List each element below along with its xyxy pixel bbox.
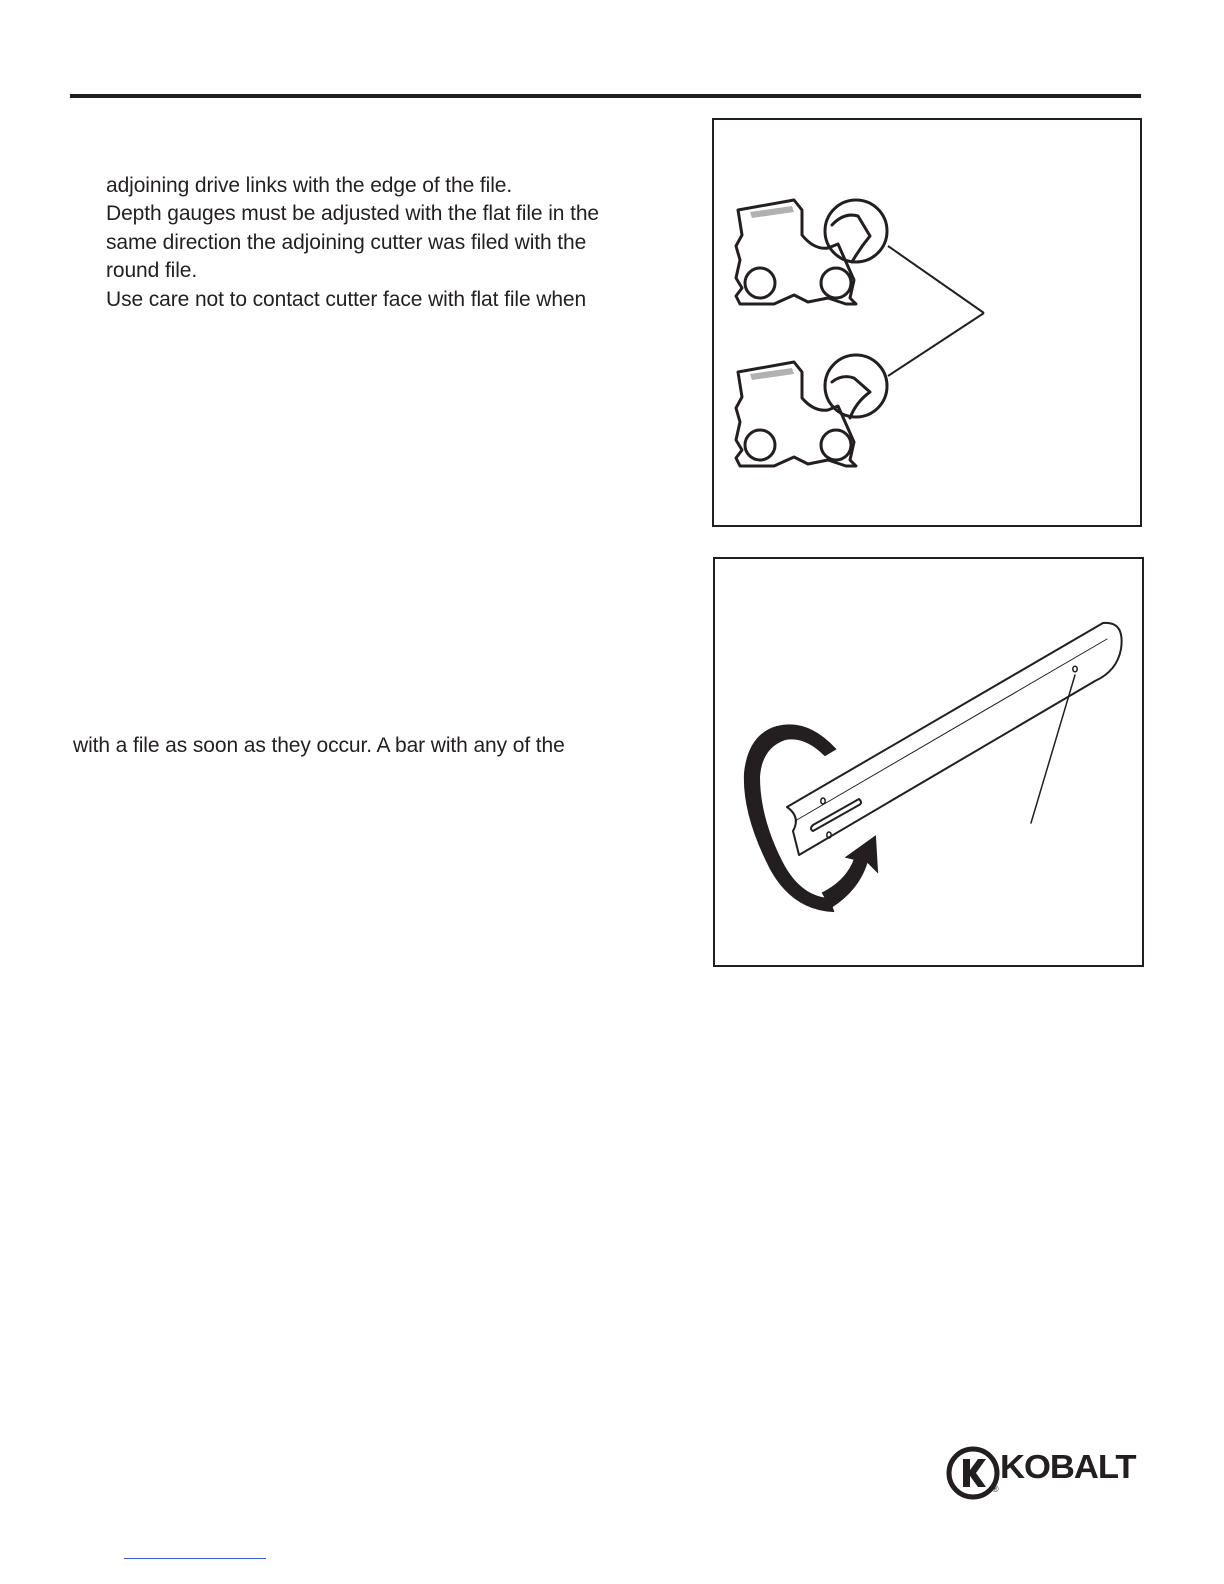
guide-bar — [787, 623, 1122, 855]
kobalt-wordmark: KOBALT — [1000, 1448, 1136, 1485]
footer-link-underline[interactable] — [124, 1558, 266, 1559]
upper-rivet-left — [745, 268, 775, 298]
lower-rivet-right — [821, 430, 851, 460]
body-line-3: same direction the adjoining cutter was filed with the — [106, 231, 587, 254]
body-line-6: with a file as soon as they occur. A bar with any of the — [73, 734, 565, 757]
lower-rivet-left — [745, 430, 775, 460]
kobalt-logo — [946, 1446, 1146, 1500]
callout-line-lower — [888, 313, 984, 376]
logo-registered-mark-k: ® — [992, 1484, 999, 1494]
body-line-2: Depth gauges must be adjusted with the flat file in the — [106, 202, 599, 225]
cutter-illustration — [714, 120, 1144, 529]
bar-hole-upper — [821, 798, 825, 804]
rotation-arrow — [745, 725, 877, 911]
header-rule — [70, 94, 1141, 98]
bar-callout-line — [1031, 675, 1075, 823]
callout-line-upper — [888, 246, 984, 313]
bar-figure — [713, 557, 1144, 967]
bar-slot — [811, 799, 861, 831]
body-line-5: Use care not to contact cutter face with flat file when — [106, 288, 587, 311]
body-line-1: adjoining drive links with the edge of the file. — [106, 174, 513, 197]
upper-rivet-right — [821, 268, 851, 298]
cutter-figure — [712, 118, 1142, 527]
bar-oil-hole — [1073, 666, 1077, 672]
guide-bar-rail — [795, 639, 1107, 821]
bar-illustration — [715, 559, 1146, 969]
body-line-4: round file. — [106, 259, 198, 282]
